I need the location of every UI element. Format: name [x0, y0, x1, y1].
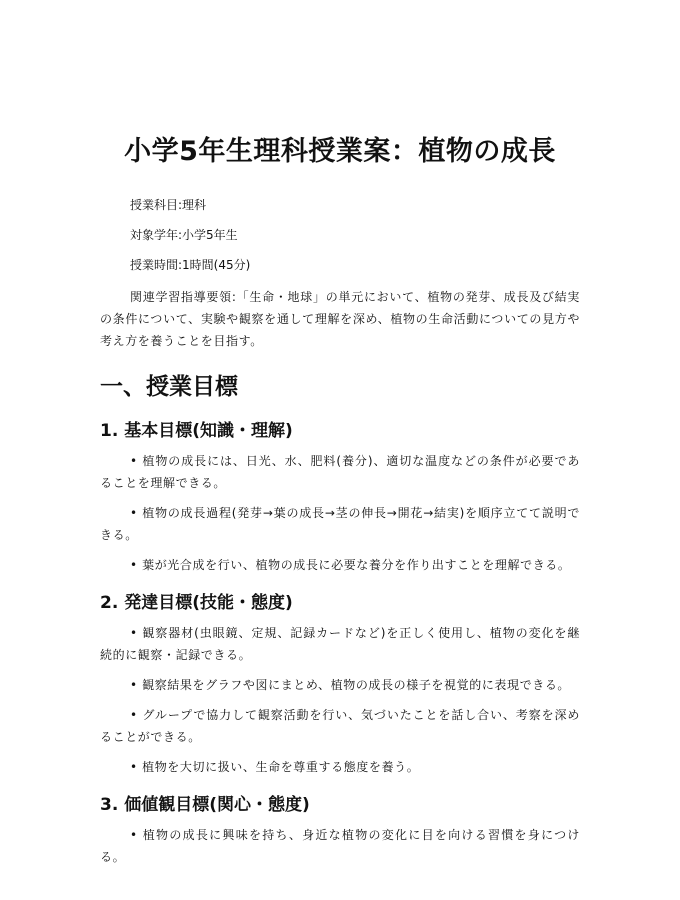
development-objectives-list: [100, 622, 580, 778]
subheading-development-objectives: 2. 発達目標(技能・態度): [100, 593, 293, 613]
list-item: • グループで協力して観察活動を行い、気づいたことを話し合い、考察を深めることができる。: [100, 708, 580, 744]
lesson-info: [100, 196, 580, 352]
subheading-values-objectives: 3. 価値観目標(関心・態度): [100, 795, 310, 815]
guideline-paragraph: 関連学習指導要領:「生命・地球」の単元において、植物の発芽、成長及び結実の条件について、実験や観察を通して理解を深め、植物の生命活動についての見方や考え方を養うことを目指す。: [100, 290, 580, 348]
section-heading-objectives: 一、授業目標: [100, 374, 238, 400]
values-objectives-list: [100, 824, 580, 868]
list-item: • 植物の成長には、日光、水、肥料(養分)、適切な温度などの条件が必要であることを理解できる。: [100, 454, 580, 490]
list-item: • 観察器材(虫眼鏡、定規、記録カードなど)を正しく使用し、植物の変化を継続的に観察・記録できる。: [100, 626, 580, 662]
list-item: • 観察結果をグラフや図にまとめ、植物の成長の様子を視覚的に表現できる。: [130, 678, 571, 692]
grade-line: 対象学年:小学5年生: [130, 228, 238, 242]
list-item: • 植物の成長過程(発芽→葉の成長→茎の伸長→開花→結実)を順序立てて説明できる。: [100, 506, 580, 542]
basic-objectives-list: [100, 450, 580, 576]
subject-line: 授業科目:理科: [130, 198, 207, 212]
subheading-basic-objectives: 1. 基本目標(知識・理解): [100, 421, 293, 441]
time-line: 授業時間:1時間(45分): [130, 258, 251, 272]
list-item: • 植物を大切に扱い、生命を尊重する態度を養う。: [130, 760, 420, 774]
list-item: • 植物の成長に興味を持ち、身近な植物の変化に目を向ける習慣を身につける。: [100, 828, 580, 864]
document-title: 小学5年生理科授業案：植物の成長: [124, 136, 556, 167]
document-body: [100, 132, 580, 876]
list-item: • 葉が光合成を行い、植物の成長に必要な養分を作り出すことを理解できる。: [130, 558, 571, 572]
